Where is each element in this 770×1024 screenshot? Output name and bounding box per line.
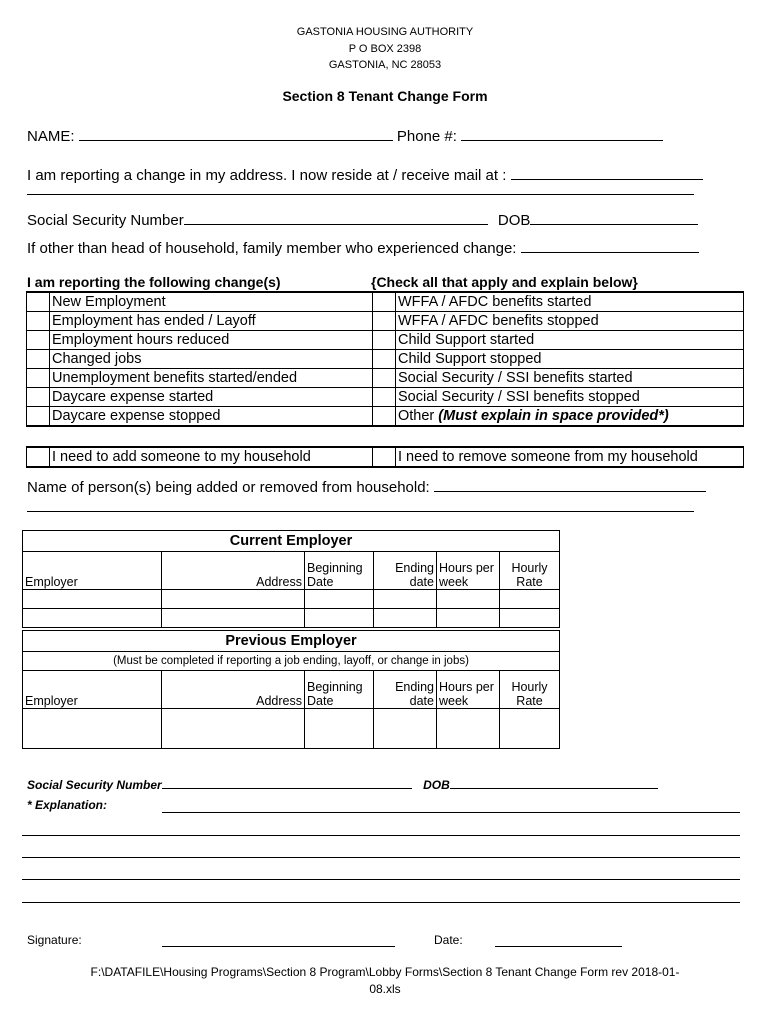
col-ending-date: [374, 671, 437, 709]
explanation-label: * Explanation:: [27, 798, 108, 812]
checklist-label: Daycare expense stopped: [50, 407, 373, 427]
checklist-label: New Employment: [50, 292, 373, 312]
checklist-row: [27, 312, 744, 331]
col-ending-date: [374, 552, 437, 590]
org-name: GASTONIA HOUSING AUTHORITY: [296, 26, 474, 38]
person-line-2[interactable]: [27, 511, 694, 512]
col-address: Address: [162, 671, 305, 709]
table-cell[interactable]: [437, 609, 500, 628]
checkbox[interactable]: [373, 369, 396, 388]
col-hours-l2: week: [439, 694, 469, 708]
signature-field[interactable]: [162, 946, 395, 947]
person-label: Name of person(s) being added or removed from household:: [27, 479, 430, 496]
other-member-field[interactable]: [521, 238, 699, 253]
checklist-row: [27, 350, 744, 369]
checklist-row: [27, 407, 744, 427]
ssn-field[interactable]: [184, 210, 488, 225]
table-row: [23, 609, 560, 628]
checkbox[interactable]: [373, 407, 396, 427]
col-rate: [500, 671, 560, 709]
table-cell[interactable]: [23, 609, 162, 628]
table-cell[interactable]: [305, 609, 374, 628]
checklist-row: [27, 331, 744, 350]
checkbox[interactable]: [27, 350, 50, 369]
dob-field[interactable]: [530, 210, 698, 225]
checklist-row: [27, 388, 744, 407]
date-field[interactable]: [495, 946, 622, 947]
checklist-label: WFFA / AFDC benefits stopped: [396, 312, 744, 331]
table-cell[interactable]: [437, 709, 500, 749]
col-address: Address: [162, 552, 305, 590]
table-row: [23, 590, 560, 609]
col-hours-l1: Hours per: [439, 561, 494, 575]
table-cell[interactable]: [23, 590, 162, 609]
current-employer-title: Current Employer: [23, 531, 560, 552]
city-line: GASTONIA, NC 28053: [328, 59, 442, 71]
col-hours-l2: week: [439, 575, 469, 589]
checkbox[interactable]: [373, 312, 396, 331]
col-beginning-date: [305, 671, 374, 709]
check-all-note: {Check all that apply and explain below}: [371, 274, 638, 290]
checkbox[interactable]: [373, 350, 396, 369]
other-note: (Must explain in space provided*): [438, 408, 669, 424]
household-row: [27, 447, 744, 467]
remove-checkbox[interactable]: [373, 447, 396, 467]
table-cell[interactable]: [162, 609, 305, 628]
checkbox[interactable]: [27, 292, 50, 312]
ssn-label: Social Security Number: [27, 212, 184, 229]
bottom-ssn-row: [27, 776, 658, 792]
col-employer: Employer: [23, 552, 162, 590]
checklist-label: Child Support started: [396, 331, 744, 350]
table-row: [23, 709, 560, 749]
current-employer-table: [22, 530, 560, 628]
checklist-label: Daycare expense started: [50, 388, 373, 407]
checkbox[interactable]: [27, 331, 50, 350]
explanation-line[interactable]: [22, 902, 740, 903]
col-beginning-l2: Date: [307, 694, 334, 708]
person-row: [27, 477, 706, 496]
bottom-dob-field[interactable]: [450, 776, 658, 789]
table-cell[interactable]: [500, 590, 560, 609]
form-title: Section 8 Tenant Change Form: [282, 88, 488, 104]
bottom-ssn-field[interactable]: [162, 776, 412, 789]
checklist-label: Changed jobs: [50, 350, 373, 369]
table-cell[interactable]: [374, 590, 437, 609]
remove-label: I need to remove someone from my household: [396, 447, 744, 467]
table-cell[interactable]: [374, 709, 437, 749]
checklist-label: Child Support stopped: [396, 350, 744, 369]
table-cell[interactable]: [374, 609, 437, 628]
previous-employer-title: Previous Employer: [23, 631, 560, 652]
col-beginning-date: [305, 552, 374, 590]
table-cell[interactable]: [305, 590, 374, 609]
table-cell[interactable]: [23, 709, 162, 749]
ssn-row: [27, 210, 698, 229]
checkbox[interactable]: [27, 369, 50, 388]
table-cell[interactable]: [500, 709, 560, 749]
explanation-line[interactable]: [22, 835, 740, 836]
footer-path-2: 08.xls: [369, 982, 401, 996]
address-line-2[interactable]: [27, 194, 694, 195]
col-beginning-l2: Date: [307, 575, 334, 589]
checklist-label: Unemployment benefits started/ended: [50, 369, 373, 388]
checkbox[interactable]: [27, 312, 50, 331]
other-member-row: [27, 238, 699, 257]
person-field[interactable]: [434, 477, 706, 492]
signature-label: Signature:: [27, 933, 82, 947]
checklist-label: Social Security / SSI benefits started: [396, 369, 744, 388]
table-cell[interactable]: [437, 590, 500, 609]
dob-label: DOB: [497, 212, 531, 229]
table-cell[interactable]: [305, 709, 374, 749]
date-label: Date:: [434, 933, 463, 947]
col-hours: [437, 671, 500, 709]
other-label: Other: [398, 408, 435, 424]
previous-employer-table: [22, 630, 560, 749]
phone-field[interactable]: [461, 126, 663, 141]
col-hours: [437, 552, 500, 590]
address-label: I am reporting a change in my address. I now reside at / receive mail at :: [27, 167, 507, 184]
col-hours-l1: Hours per: [439, 680, 494, 694]
explanation-line[interactable]: [22, 879, 740, 880]
col-rate-l2: Rate: [516, 575, 543, 589]
po-box: P O BOX 2398: [348, 43, 422, 55]
col-ending-l2: date: [409, 694, 434, 708]
checkbox[interactable]: [373, 331, 396, 350]
checklist-label: Employment hours reduced: [50, 331, 373, 350]
checkbox[interactable]: [373, 292, 396, 312]
checklist-label: [396, 407, 744, 427]
bottom-dob-label: DOB: [423, 778, 450, 792]
address-row: [27, 165, 703, 184]
checklist-row: [27, 369, 744, 388]
checklist-label: Social Security / SSI benefits stopped: [396, 388, 744, 407]
name-row: [27, 126, 663, 145]
col-rate-l1: Hourly: [511, 680, 548, 694]
household-checklist: [26, 446, 744, 468]
add-checkbox[interactable]: [27, 447, 50, 467]
col-rate: [500, 552, 560, 590]
table-cell[interactable]: [162, 709, 305, 749]
changes-heading: I am reporting the following change(s): [27, 274, 281, 290]
other-member-label: If other than head of household, family member who experienced change:: [27, 240, 517, 257]
checkbox[interactable]: [27, 407, 50, 427]
col-rate-l2: Rate: [516, 694, 543, 708]
table-cell[interactable]: [500, 609, 560, 628]
explanation-line[interactable]: [22, 857, 740, 858]
checklist-row: [27, 292, 744, 312]
checkbox[interactable]: [27, 388, 50, 407]
checkbox[interactable]: [373, 388, 396, 407]
col-employer: Employer: [23, 671, 162, 709]
col-ending-l2: date: [409, 575, 434, 589]
previous-employer-note: (Must be completed if reporting a job ending, layoff, or change in jobs): [23, 652, 560, 671]
bottom-ssn-label: Social Security Number: [27, 778, 162, 792]
add-label: I need to add someone to my household: [50, 447, 373, 467]
col-rate-l1: Hourly: [511, 561, 548, 575]
col-ending-l1: Ending: [395, 680, 434, 694]
col-ending-l1: Ending: [395, 561, 434, 575]
explanation-line[interactable]: [162, 812, 740, 813]
checklist-label: WFFA / AFDC benefits started: [396, 292, 744, 312]
name-label: NAME:: [27, 128, 75, 145]
table-cell[interactable]: [162, 590, 305, 609]
col-beginning-l1: Beginning: [307, 680, 363, 694]
phone-label: Phone #:: [396, 128, 457, 145]
footer-path-1: F:\DATAFILE\Housing Programs\Section 8 Program\Lobby Forms\Section 8 Tenant Change Form rev 2018-01-: [90, 965, 680, 979]
col-beginning-l1: Beginning: [307, 561, 363, 575]
address-field[interactable]: [511, 165, 703, 180]
name-field[interactable]: [79, 126, 393, 141]
checklist-label: Employment has ended / Layoff: [50, 312, 373, 331]
change-checklist: [26, 291, 744, 427]
